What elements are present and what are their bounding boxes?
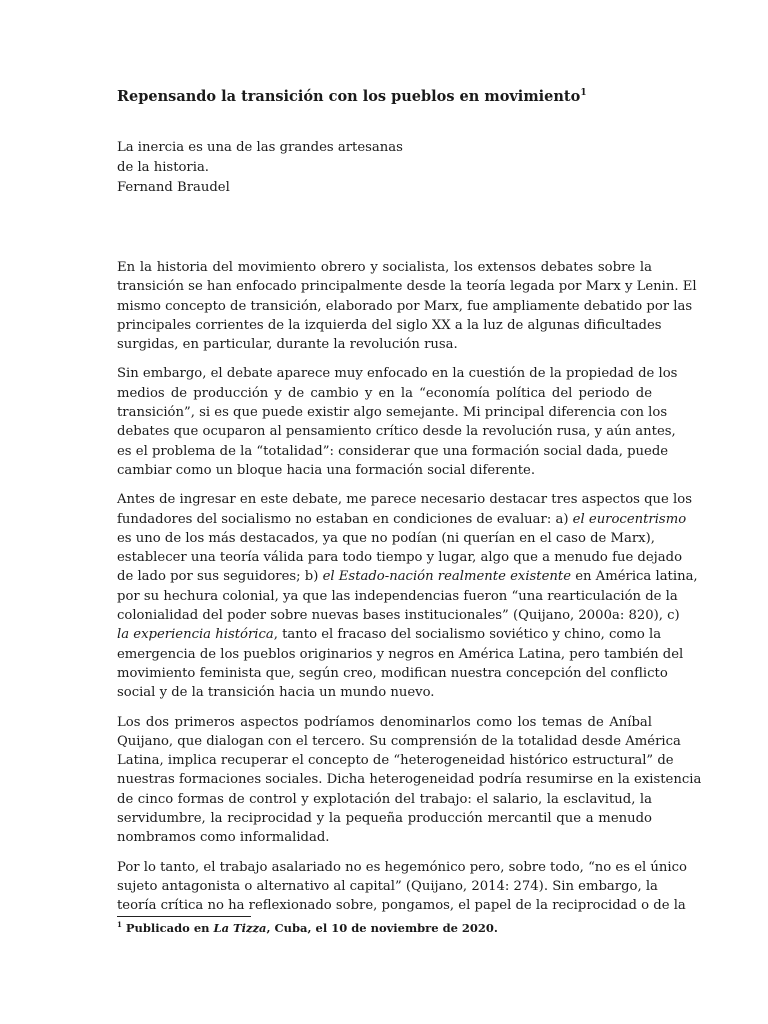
text-line — [117, 877, 658, 896]
text-line — [117, 364, 678, 383]
text-line — [117, 664, 668, 683]
paragraph — [117, 490, 698, 702]
footnote-text-after: , Cuba, el 10 de noviembre de 2020. — [266, 920, 498, 935]
text-line — [117, 490, 692, 509]
text-run: En la historia del movimiento obrero y socialista, los extensos debates sobre la — [117, 260, 652, 275]
text-run: es el problema de la “totalidad”: considerar que una formación social dada, puede — [117, 443, 669, 459]
text-line — [117, 645, 684, 664]
text-run: colonialidad del poder sobre nuevas bases institucionales” (Quijano, 2000a: 820), c) — [117, 608, 680, 624]
text-run: surgidas, en particular, durante la revolución rusa. — [117, 337, 458, 353]
text-run: social y de la transición hacia un mundo nuevo. — [117, 685, 435, 701]
document-body — [117, 258, 702, 926]
text-line — [117, 683, 652, 702]
footnote-mark: 1 — [117, 920, 122, 929]
title-footnote-mark: 1 — [580, 88, 587, 99]
text-run: establecer una teoría válida para todo tiempo y lugar, algo que a menudo fue dejado — [117, 550, 683, 566]
text-line — [117, 335, 652, 354]
text-run: es uno de los más destacados, ya que no podían (ni querían en el caso de Marx), — [117, 530, 655, 546]
text-run: transición”, si es que puede existir algo semejante. Mi principal diferencia con los — [117, 405, 668, 421]
footnote — [117, 920, 498, 935]
paragraph — [117, 364, 678, 480]
epigraph-line: La inercia es una de las grandes artesanas — [117, 140, 403, 155]
text-run: movimiento feminista que, según creo, modifican nuestra concepción del conflicto — [117, 665, 668, 681]
text-run: principales corrientes de la izquierda del siglo XX a la luz de algunas dificultades — [117, 317, 662, 333]
text-run: teoría crítica no ha reflexionado sobre, pongamos, el papel de la reciprocidad o de la — [117, 898, 686, 914]
text-line — [117, 461, 652, 480]
text-run: transición se han enfocado principalmente desde la teoría legada por Marx y Lenin. El — [117, 279, 697, 295]
epigraph-line: de la historia. — [117, 160, 210, 175]
text-run: Sin embargo, el debate aparece muy enfocado en la cuestión de la propiedad de los — [117, 366, 678, 382]
text-run: en América latina, — [571, 569, 698, 585]
text-line — [117, 625, 662, 644]
text-run: servidumbre, la reciprocidad y la pequeña producción mercantil que a menudo — [117, 811, 652, 827]
text-run: debates que ocuparon al pensamiento crítico desde la revolución rusa, y aún antes, — [117, 424, 676, 440]
text-line — [117, 510, 687, 529]
epigraph — [117, 138, 403, 198]
text-line — [117, 751, 674, 770]
italic-run: la experiencia histórica — [117, 627, 274, 643]
text-run: nombramos como informalidad. — [117, 830, 330, 846]
text-line — [117, 297, 693, 316]
text-line — [117, 587, 678, 606]
title-text: Repensando la transición con los pueblos en movimiento — [117, 88, 581, 105]
text-line — [117, 896, 686, 915]
text-line — [117, 606, 680, 625]
text-run: cambiar como un bloque hacia una formación social diferente. — [117, 462, 536, 478]
footnote-separator — [117, 916, 251, 917]
text-line — [117, 422, 676, 441]
text-line — [117, 277, 697, 296]
text-line — [117, 403, 668, 422]
epigraph-author: Fernand Braudel — [117, 180, 230, 195]
text-run: Quijano, que dialogan con el tercero. Su comprensión de la totalidad desde América — [117, 733, 681, 749]
text-line — [117, 316, 662, 335]
text-run: nuestras formaciones sociales. Dicha heterogeneidad podría resumirse en la existencia — [117, 772, 702, 788]
paragraph — [117, 713, 702, 848]
text-line — [117, 858, 687, 877]
text-line — [117, 790, 652, 809]
text-run: sujeto antagonista o alternativo al capital” (Quijano, 2014: 274). Sin embargo, la — [117, 878, 658, 894]
text-run: fundadores del socialismo no estaban en condiciones de evaluar: a) — [117, 511, 573, 527]
text-line — [117, 258, 652, 277]
text-run: , tanto el fracaso del socialismo soviético y chino, como la — [273, 627, 662, 643]
text-line — [117, 713, 652, 732]
text-run: por su hechura colonial, ya que las independencias fueron “una rearticulación de la — [117, 588, 678, 604]
text-line — [117, 384, 652, 403]
paragraph — [117, 258, 697, 354]
text-line — [117, 828, 652, 847]
text-line — [117, 548, 683, 567]
text-line — [117, 809, 652, 828]
text-line — [117, 732, 681, 751]
document-title — [117, 88, 587, 105]
text-run: de cinco formas de control y explotación del trabajo: el salario, la esclavitud, la — [117, 791, 652, 807]
text-run: emergencia de los pueblos originarios y negros en América Latina, pero también del — [117, 646, 684, 662]
text-run: de lado por sus seguidores; b) — [117, 569, 323, 585]
text-run: medios de producción y de cambio y en la “economía política del periodo de — [117, 385, 652, 401]
text-line — [117, 770, 702, 789]
italic-run: el Estado-nación realmente existente — [322, 569, 571, 585]
paragraph — [117, 858, 687, 916]
text-line — [117, 442, 669, 461]
text-run: Antes de ingresar en este debate, me parece necesario destacar tres aspectos que los — [117, 492, 692, 508]
text-run: Por lo tanto, el trabajo asalariado no es hegemónico pero, sobre todo, “no es el único — [117, 859, 687, 875]
text-run: mismo concepto de transición, elaborado por Marx, fue ampliamente debatido por las — [117, 298, 693, 314]
text-run: Latina, implica recuperar el concepto de “heterogeneidad histórico estructural” de — [117, 753, 674, 769]
footnote-text-before: Publicado en — [121, 920, 214, 935]
text-run: Los dos primeros aspectos podríamos denominarlos como los temas de Aníbal — [117, 714, 652, 730]
text-line — [117, 567, 698, 586]
footnote-publication: La Tizza — [213, 920, 267, 935]
text-line — [117, 529, 655, 548]
italic-run: el eurocentrismo — [572, 511, 687, 527]
